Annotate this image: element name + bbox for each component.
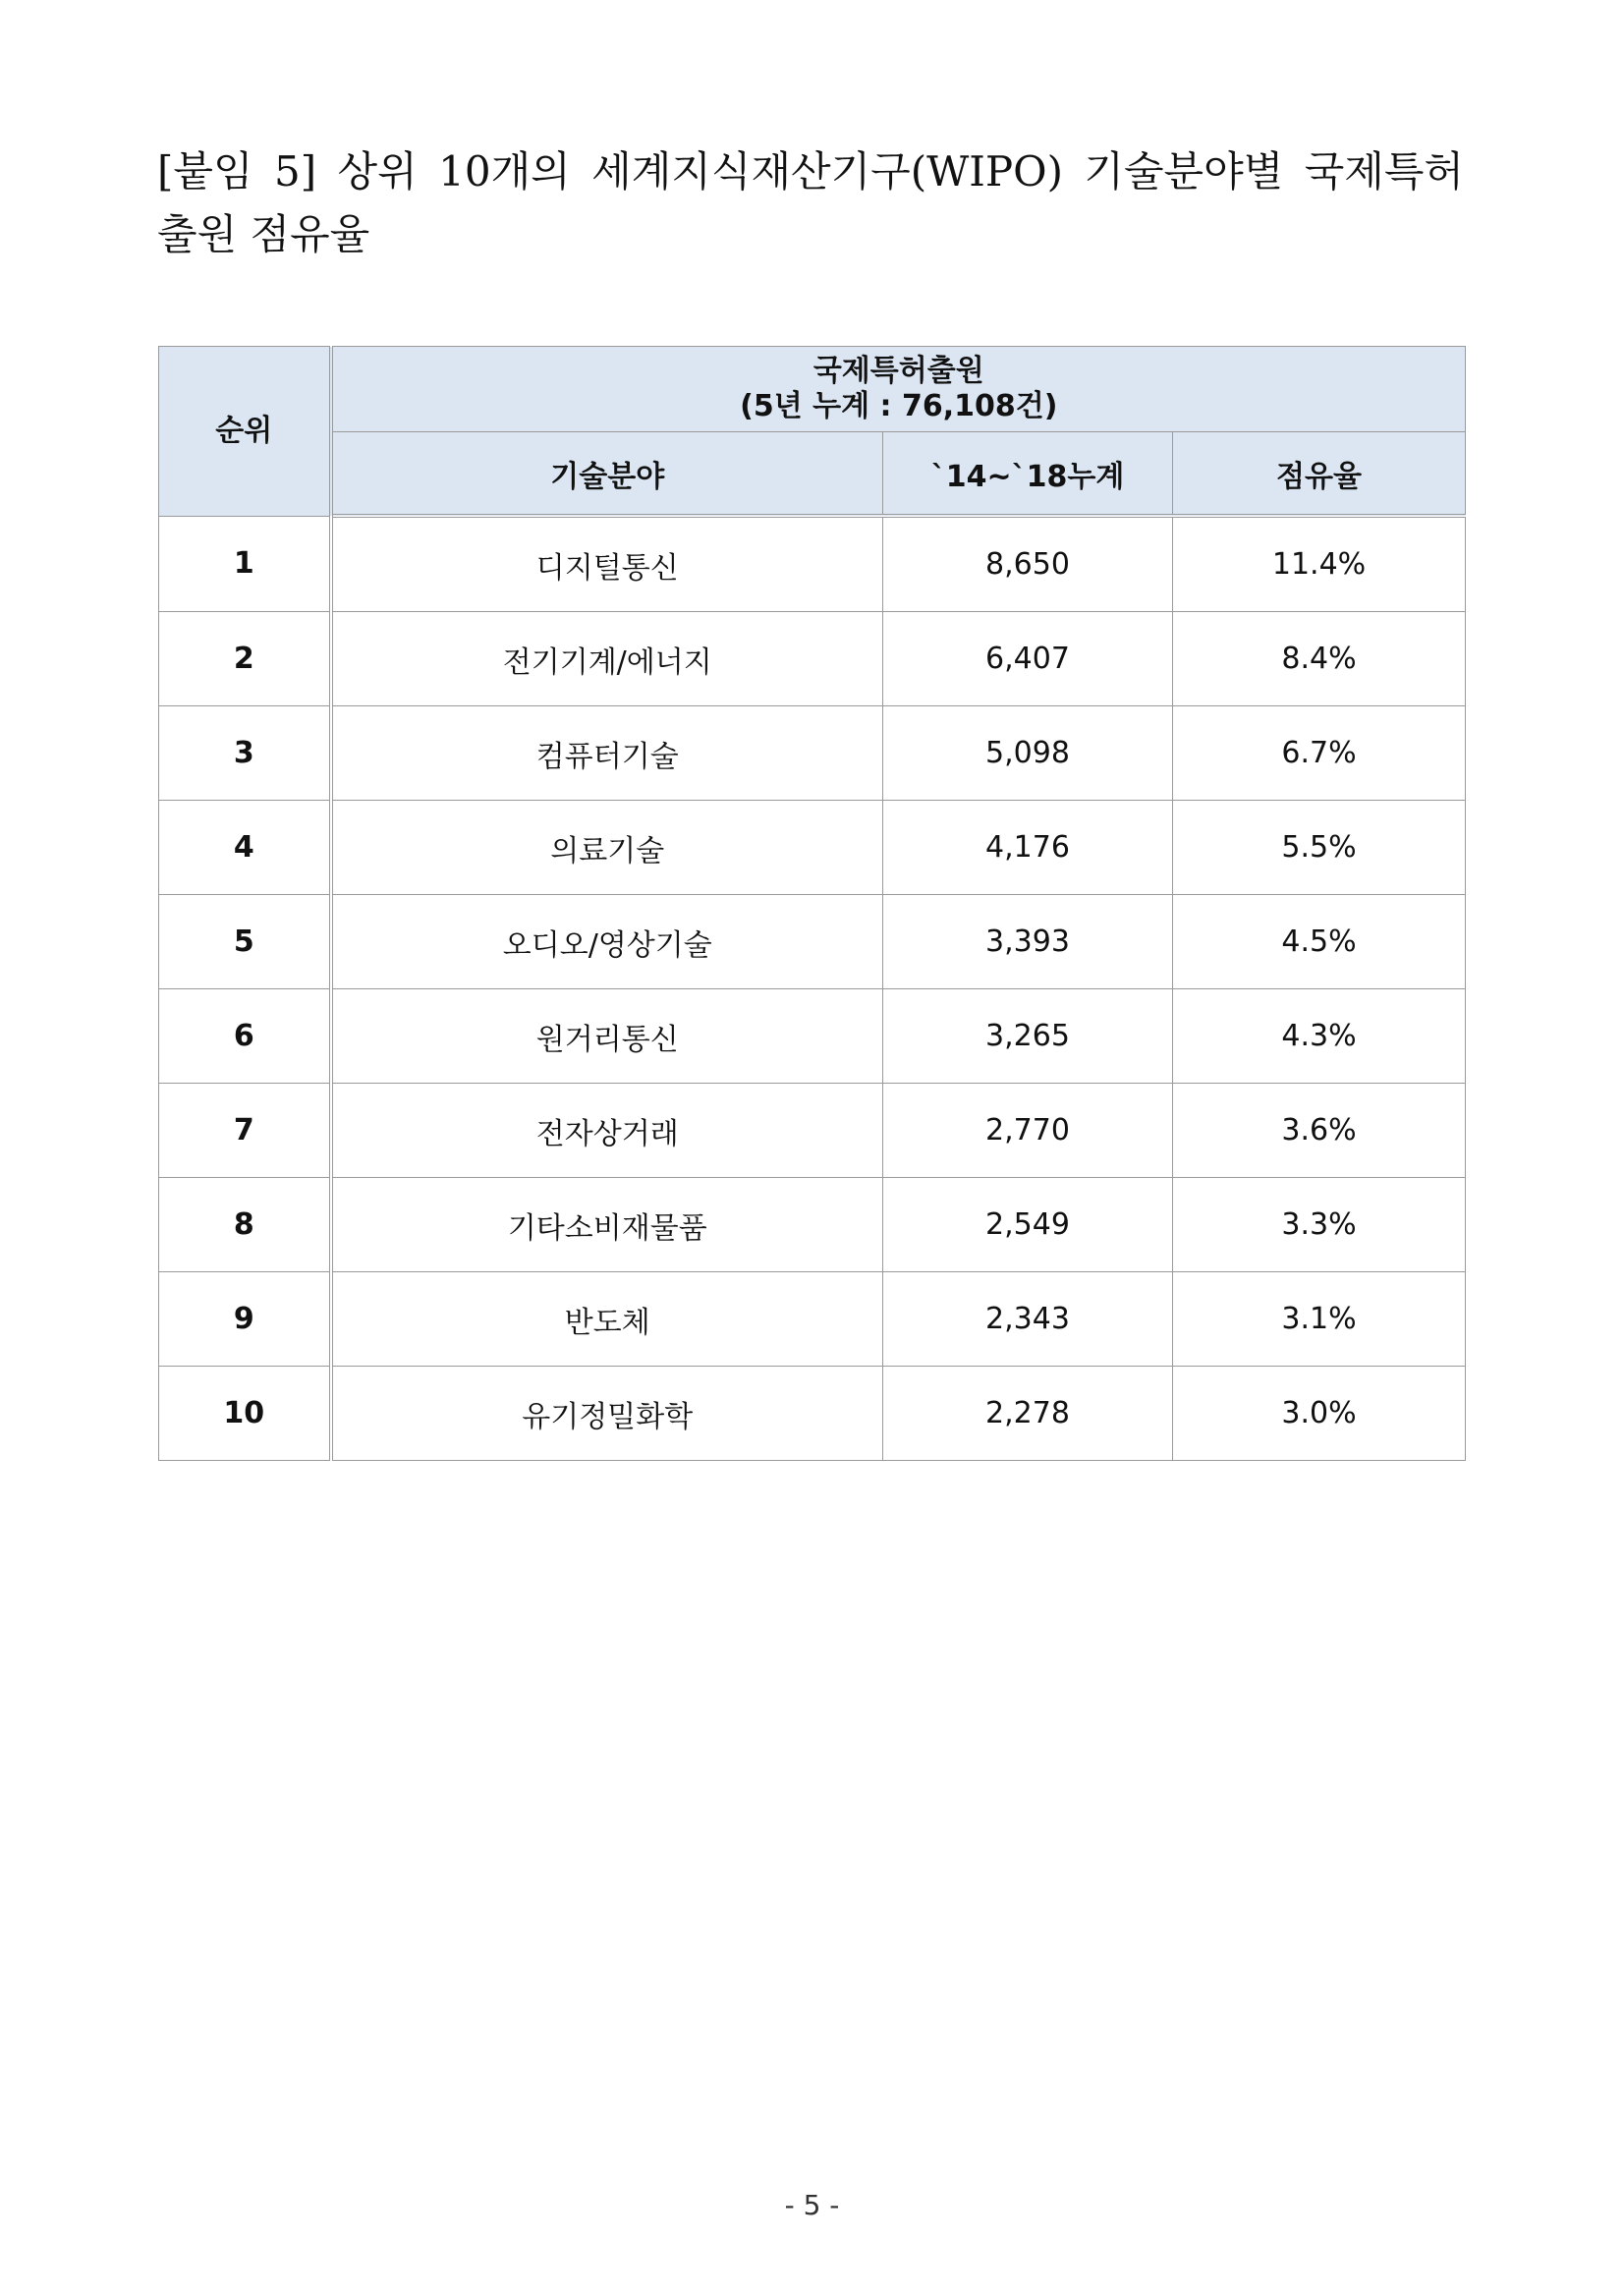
rank-cell: 9 [159,1272,331,1367]
rank-cell: 4 [159,801,331,895]
share-cell: 4.5% [1173,895,1466,989]
table-row [159,989,1466,1084]
rank-cell: 3 [159,706,331,801]
field-cell: 컴퓨터기술 [331,706,883,801]
table-row [159,895,1466,989]
table-row [159,801,1466,895]
table-row [159,1084,1466,1178]
share-cell: 3.1% [1173,1272,1466,1367]
count-cell: 3,265 [883,989,1173,1084]
field-cell: 전자상거래 [331,1084,883,1178]
page-number: - 5 - [784,2189,840,2221]
count-cell: 6,407 [883,612,1173,706]
rank-cell: 2 [159,612,331,706]
cumulative-header: `14~`18누계 [883,432,1173,517]
share-cell: 11.4% [1173,516,1466,612]
table-header-row [159,347,1466,432]
group-header-title: 국제특허출원 [812,354,984,388]
share-cell: 4.3% [1173,989,1466,1084]
group-header [331,347,1466,432]
table-row [159,516,1466,612]
count-cell: 8,650 [883,516,1173,612]
share-cell: 3.0% [1173,1367,1466,1461]
share-cell: 3.6% [1173,1084,1466,1178]
share-cell: 6.7% [1173,706,1466,801]
table-row [159,1367,1466,1461]
share-header: 점유율 [1173,432,1466,517]
rank-cell: 10 [159,1367,331,1461]
table-row [159,612,1466,706]
field-header: 기술분야 [331,432,883,517]
rank-header: 순위 [159,347,331,517]
group-header-subtitle: (5년 누계 : 76,108건) [740,389,1058,423]
field-cell: 디지털통신 [331,516,883,612]
share-cell: 8.4% [1173,612,1466,706]
count-cell: 2,549 [883,1178,1173,1272]
field-cell: 오디오/영상기술 [331,895,883,989]
count-cell: 2,343 [883,1272,1173,1367]
patent-share-table [158,346,1466,1461]
field-cell: 반도체 [331,1272,883,1367]
rank-cell: 7 [159,1084,331,1178]
count-cell: 5,098 [883,706,1173,801]
table-subheader-row [159,432,1466,517]
table-row [159,1272,1466,1367]
rank-cell: 5 [159,895,331,989]
document-title: [붙임 5] 상위 10개의 세계지식재산기구(WIPO) 기술분야별 국제특허 출원 점유율 [157,147,1464,258]
count-cell: 2,770 [883,1084,1173,1178]
table-row [159,706,1466,801]
field-cell: 원거리통신 [331,989,883,1084]
field-cell: 전기기계/에너지 [331,612,883,706]
rank-cell: 1 [159,516,331,612]
field-cell: 유기정밀화학 [331,1367,883,1461]
count-cell: 4,176 [883,801,1173,895]
count-cell: 3,393 [883,895,1173,989]
rank-cell: 8 [159,1178,331,1272]
count-cell: 2,278 [883,1367,1173,1461]
table-row [159,1178,1466,1272]
rank-cell: 6 [159,989,331,1084]
share-cell: 5.5% [1173,801,1466,895]
field-cell: 기타소비재물품 [331,1178,883,1272]
field-cell: 의료기술 [331,801,883,895]
share-cell: 3.3% [1173,1178,1466,1272]
